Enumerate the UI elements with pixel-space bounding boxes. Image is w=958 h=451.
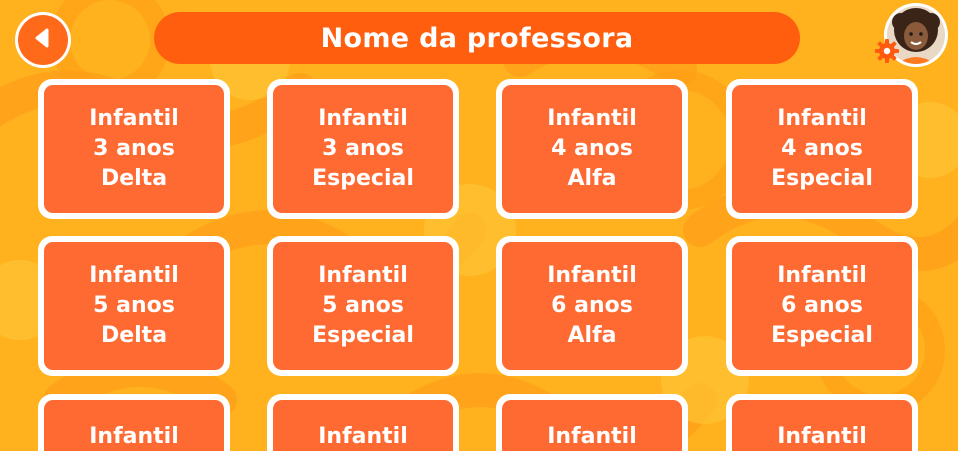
class-group: Alfa <box>567 323 617 348</box>
class-group: Especial <box>771 166 873 191</box>
class-card[interactable] <box>496 394 688 451</box>
class-card[interactable] <box>38 79 230 219</box>
page-title: Nome da professora <box>320 22 634 54</box>
class-level: Infantil <box>547 106 637 131</box>
class-card[interactable] <box>267 236 459 376</box>
class-group: Especial <box>312 166 414 191</box>
class-level: Infantil <box>89 263 179 288</box>
class-card[interactable] <box>38 394 230 451</box>
page-title-bar <box>154 12 800 64</box>
class-group: Delta <box>100 166 168 191</box>
class-group: Especial <box>312 323 414 348</box>
class-level: Infantil <box>89 106 179 131</box>
class-age: 6 anos <box>551 293 633 318</box>
gear-icon[interactable] <box>874 38 900 64</box>
class-level: Infantil <box>318 263 408 288</box>
class-age: 3 anos <box>322 136 404 161</box>
class-level: Infantil <box>547 424 637 449</box>
class-level: Infantil <box>777 424 867 449</box>
back-arrow-icon <box>32 27 54 53</box>
class-group: Alfa <box>567 166 617 191</box>
class-age: 5 anos <box>322 293 404 318</box>
class-level: Infantil <box>547 263 637 288</box>
class-group: Delta <box>100 323 168 348</box>
class-level: Infantil <box>777 263 867 288</box>
class-age: 5 anos <box>93 293 175 318</box>
class-level: Infantil <box>89 424 179 449</box>
class-level: Infantil <box>318 424 408 449</box>
class-card[interactable] <box>267 394 459 451</box>
class-card[interactable] <box>267 79 459 219</box>
class-age: 3 anos <box>93 136 175 161</box>
class-group: Especial <box>771 323 873 348</box>
class-age: 6 anos <box>781 293 863 318</box>
class-card[interactable] <box>726 79 918 219</box>
class-card[interactable] <box>726 394 918 451</box>
back-button[interactable] <box>15 12 71 68</box>
class-level: Infantil <box>318 106 408 131</box>
class-card[interactable] <box>726 236 918 376</box>
class-level: Infantil <box>777 106 867 131</box>
class-age: 4 anos <box>551 136 633 161</box>
class-card[interactable] <box>38 236 230 376</box>
class-card[interactable] <box>496 236 688 376</box>
class-age: 4 anos <box>781 136 863 161</box>
class-card[interactable] <box>496 79 688 219</box>
